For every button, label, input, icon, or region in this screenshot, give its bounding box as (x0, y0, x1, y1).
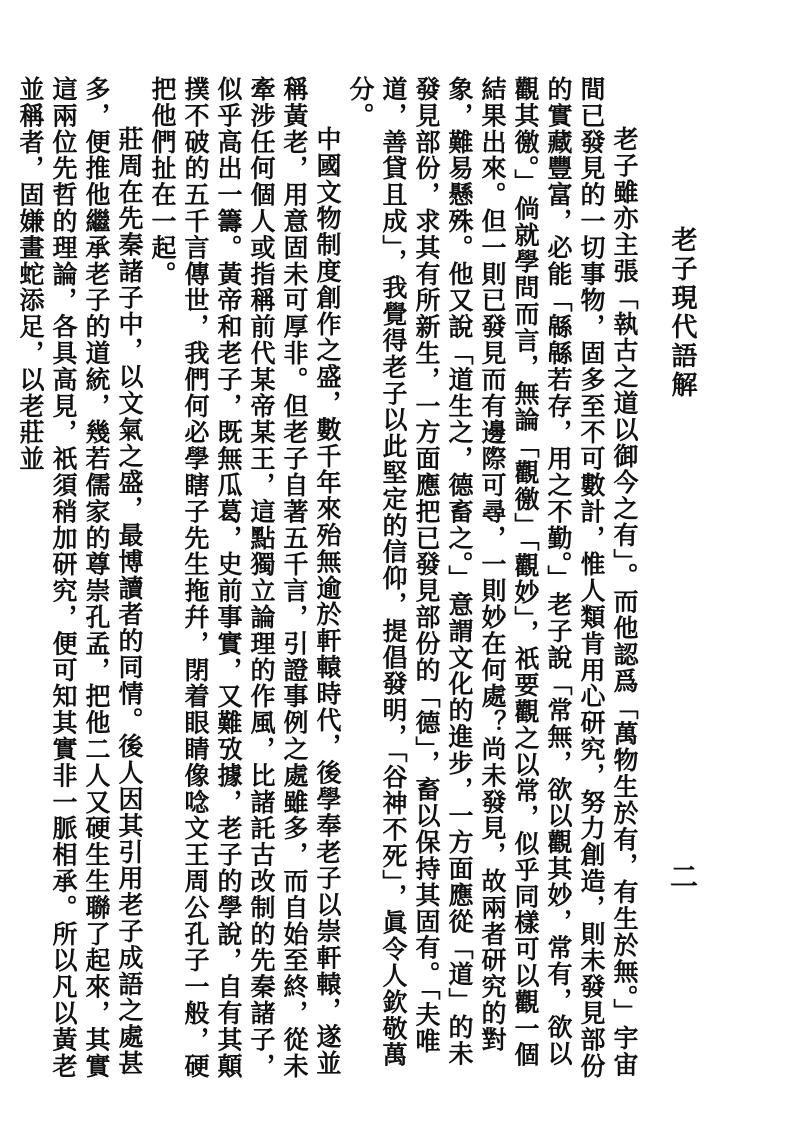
paragraph-3: 莊周在先秦諸子中，以文氣之盛，最博讀者的同情。後人因其引用老子成語之處甚多，便推他繼承老子的道統，幾若儒家的尊崇孔孟，把他二人又硬生生聯了起來，其實這兩位先哲的理論，各具高見，祇須稍加研究，便可知其實非一脈相承。所以凡以黃老並稱者，固嫌畫蛇添足，以老莊並 (16, 76, 144, 1080)
paragraph-1: 老子雖亦主張「執古之道以御今之有」。而他認爲「萬物生於有，有生於無。」宇宙間已發見的一切事物，固多至不可數計，惟人類肯用心研究，努力創造，則未發見部份的實藏豐富，必能「緜緜若存，用之不勤。」老子說「常無，欲以觀其妙，常有，欲以觀其徼。」倘就學問而言，無論「觀徼」「觀妙」，祇要觀之以常，似乎同樣可以觀一個結果出來。但一則已發見而有邊際可尋，一則妙在何處？尚未發見，故兩者研究的對象，難易懸殊。他又說「道生之，德畜之。」意謂文化的進步，一方面應從「道」的未發見部份，求其有所新生，一方面應把已發見部份的「德」，畜以保持其固有。「夫唯道，善貸且成」，我覺得老子以此堅定的信仰，提倡發明，「谷神不死」，眞令人欽敬萬分。 (346, 76, 639, 1080)
paragraph-2: 中國文物制度創作之盛，數千年來殆無逾於軒轅時代，後學奉老子以崇軒轅，遂並稱黃老，用意固未可厚非。但老子自著五千言，引證事例之處雖多，而自始至終，從未牽涉任何個人或指稱前代某帝某王，這點獨立論理的作風，比諸託古改制的先秦諸子，似乎高出一籌。黃帝和老子，既無瓜葛，史前事實，又難攷據，老子的學說，自有其顛撲不破的五千言傳世，我們何必學瞎子先生拖幷，閉着眼睛像唸文王周公孔子一般，硬把他們扯在一起。 (148, 76, 342, 1080)
running-title: 老子現代語解 (667, 226, 697, 400)
vertical-text-body (16, 76, 641, 1086)
page-number: 二 (666, 862, 699, 890)
